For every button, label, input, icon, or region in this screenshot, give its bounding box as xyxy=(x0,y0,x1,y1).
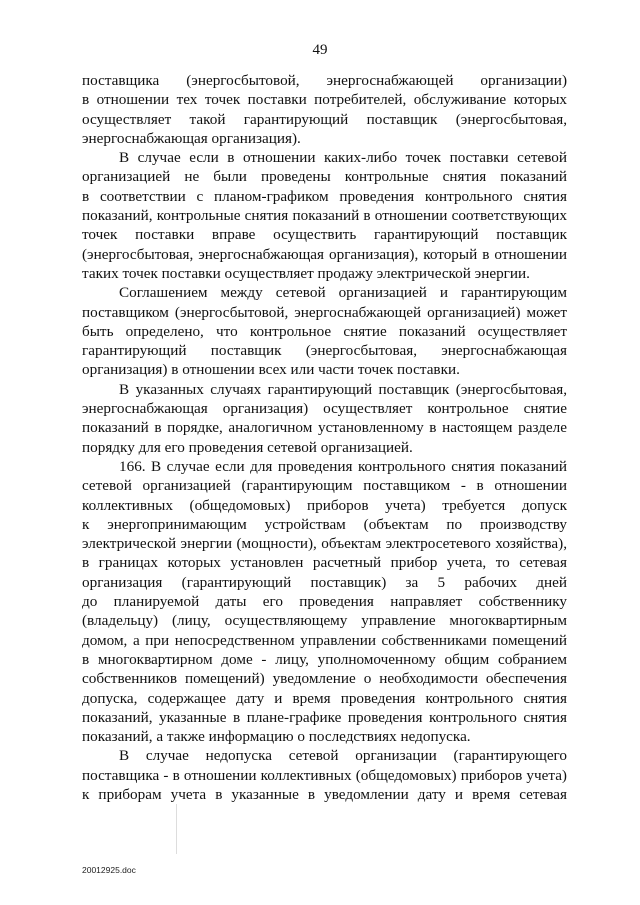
text-line: (владельцу) (лицу, осуществляющему управление многоквартирным xyxy=(82,612,567,630)
paragraph xyxy=(82,746,567,804)
text-line: (энергосбытовая, энергоснабжающая организация), который в отношении xyxy=(82,245,567,263)
paragraph xyxy=(82,148,567,283)
text-line: до планируемой даты его проведения направляет собственнику xyxy=(82,593,567,611)
text-line: В указанных случаях гарантирующий поставщик (энергосбытовая, xyxy=(119,380,567,398)
text-line: поставщика (энергосбытовой, энергоснабжающей организации) xyxy=(82,72,567,89)
text-line: организация (гарантирующий поставщик) за 5 рабочих дней xyxy=(82,573,567,591)
text-line: домом, а при непосредственном управлении собственниками помещений xyxy=(82,631,567,649)
text-line: электрической энергии (мощности), объектам электросетевого хозяйства), xyxy=(82,535,567,553)
text-line: в отношении тех точек поставки потребителей, обслуживание которых xyxy=(82,91,567,109)
text-line: в границах которых установлен расчетный прибор учета, то сетевая xyxy=(82,554,567,572)
page-number: 49 xyxy=(312,42,328,58)
text-line: организацией не были проведены контрольные снятия показаний xyxy=(82,168,567,186)
text-line: организация) в отношении всех или части точек поставки. xyxy=(82,361,460,379)
file-name-footer: 20012925.doc xyxy=(82,865,136,875)
paragraph xyxy=(82,457,567,746)
text-line: коллективных (общедомовых) приборов учета) требуется допуск xyxy=(82,496,567,514)
text-line: быть определено, что контрольное снятие показаний осуществляет xyxy=(82,322,567,340)
text-line: энергоснабжающая организация). xyxy=(82,129,301,147)
paragraph xyxy=(82,380,567,457)
text-line: к энергопринимающим устройствам (объектам по производству xyxy=(82,515,567,533)
text-line: порядку для его проведения сетевой организацией. xyxy=(82,438,413,456)
text-line: к приборам учета в указанные в уведомлении дату и время сетевая xyxy=(82,785,567,803)
text-line: таких точек поставки осуществляет продажу электрической энергии. xyxy=(82,264,530,282)
text-line: точек поставки вправе осуществить гарантирующий поставщик xyxy=(82,226,567,244)
text-line: энергоснабжающая организация) осуществляет контрольное снятие xyxy=(82,400,567,418)
text-line: Соглашением между сетевой организацией и гарантирующим xyxy=(119,284,567,302)
text-line: показаний, контрольные снятия показаний в отношении соответствующих xyxy=(82,207,567,225)
paragraph xyxy=(82,71,567,148)
text-line: В случае если в отношении каких-либо точек поставки сетевой xyxy=(119,149,567,167)
paragraph xyxy=(82,283,567,379)
text-line: показаний, указанные в плане-графике проведения контрольного снятия xyxy=(82,708,567,726)
text-line: показаний в порядке, аналогичном установленному в настоящем разделе xyxy=(82,419,567,437)
margin-mark xyxy=(176,804,177,854)
text-line: в соответствии с планом-графиком проведения контрольного снятия xyxy=(82,187,567,205)
text-line: сетевой организацией (гарантирующим поставщиком - в отношении xyxy=(82,477,567,495)
document-body xyxy=(82,71,567,804)
text-line: собственников помещений) уведомление о необходимости обеспечения xyxy=(82,670,567,688)
text-line: показаний, а также информацию о последствиях недопуска. xyxy=(82,728,471,746)
text-line: 166. В случае если для проведения контрольного снятия показаний xyxy=(119,457,567,475)
text-line: поставщика - в отношении коллективных (общедомовых) приборов учета) xyxy=(82,766,567,784)
text-line: в многоквартирном доме - лицу, уполномоченному общим собранием xyxy=(82,650,567,668)
text-line: осуществляет такой гарантирующий поставщик (энергосбытовая, xyxy=(82,110,567,128)
text-line: допуска, содержащее дату и время проведения контрольного снятия xyxy=(82,689,567,707)
text-line: гарантирующий поставщик (энергосбытовая, энергоснабжающая xyxy=(82,342,567,360)
text-line: поставщиком (энергосбытовой, энергоснабжающей организацией) может xyxy=(82,303,567,321)
text-line: В случае недопуска сетевой организации (гарантирующего xyxy=(119,747,567,765)
